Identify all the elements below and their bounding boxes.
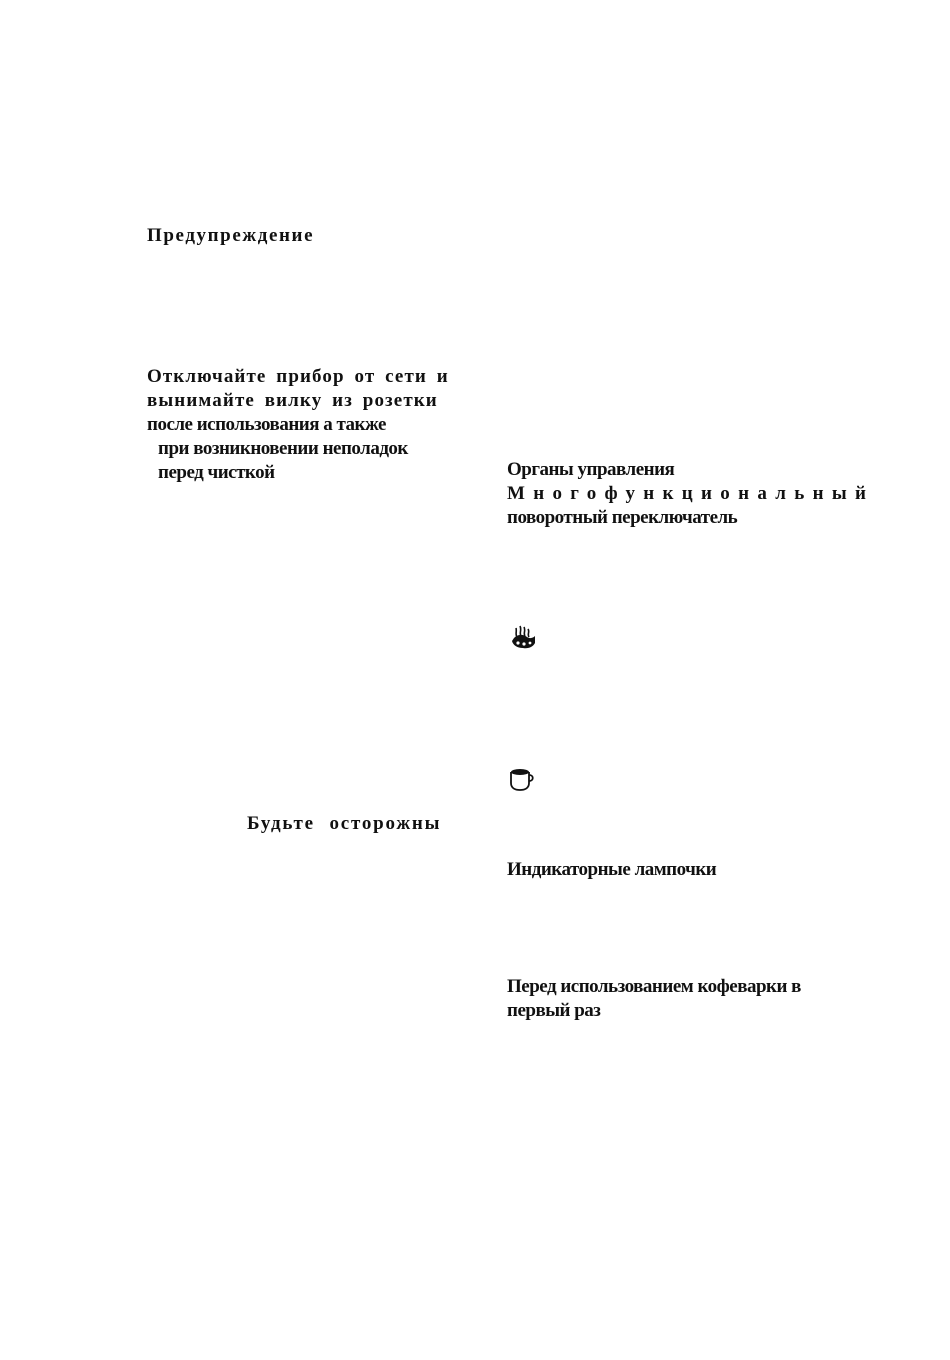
first-use-line: Перед использованием кофеварки в: [507, 976, 801, 997]
warning-heading: Предупреждение: [147, 225, 315, 246]
controls-title: Органы управления: [507, 459, 675, 480]
unplug-notice-line: после использования а также: [147, 414, 386, 435]
unplug-notice-line: Отключайте прибор от сети и: [147, 366, 449, 387]
multifunction-dial-title-cont: поворотный переключатель: [507, 507, 738, 528]
unplug-notice-line: вынимайте вилку из розетки: [147, 390, 438, 411]
steam-icon: [508, 624, 538, 650]
first-use-heading: [507, 975, 801, 1023]
unplug-notice: [147, 365, 449, 485]
caution-heading: Будьте осторожны: [247, 813, 442, 834]
first-use-line: первый раз: [507, 1000, 601, 1021]
unplug-notice-line: при возникновении неполадок: [158, 438, 408, 459]
multifunction-dial-title: Многофункциональный: [507, 483, 875, 504]
unplug-notice-line: перед чисткой: [158, 462, 275, 483]
coffee-cup-icon: [508, 766, 538, 792]
indicator-lamps-heading: Индикаторные лампочки: [507, 859, 717, 880]
controls-section: [507, 458, 874, 530]
